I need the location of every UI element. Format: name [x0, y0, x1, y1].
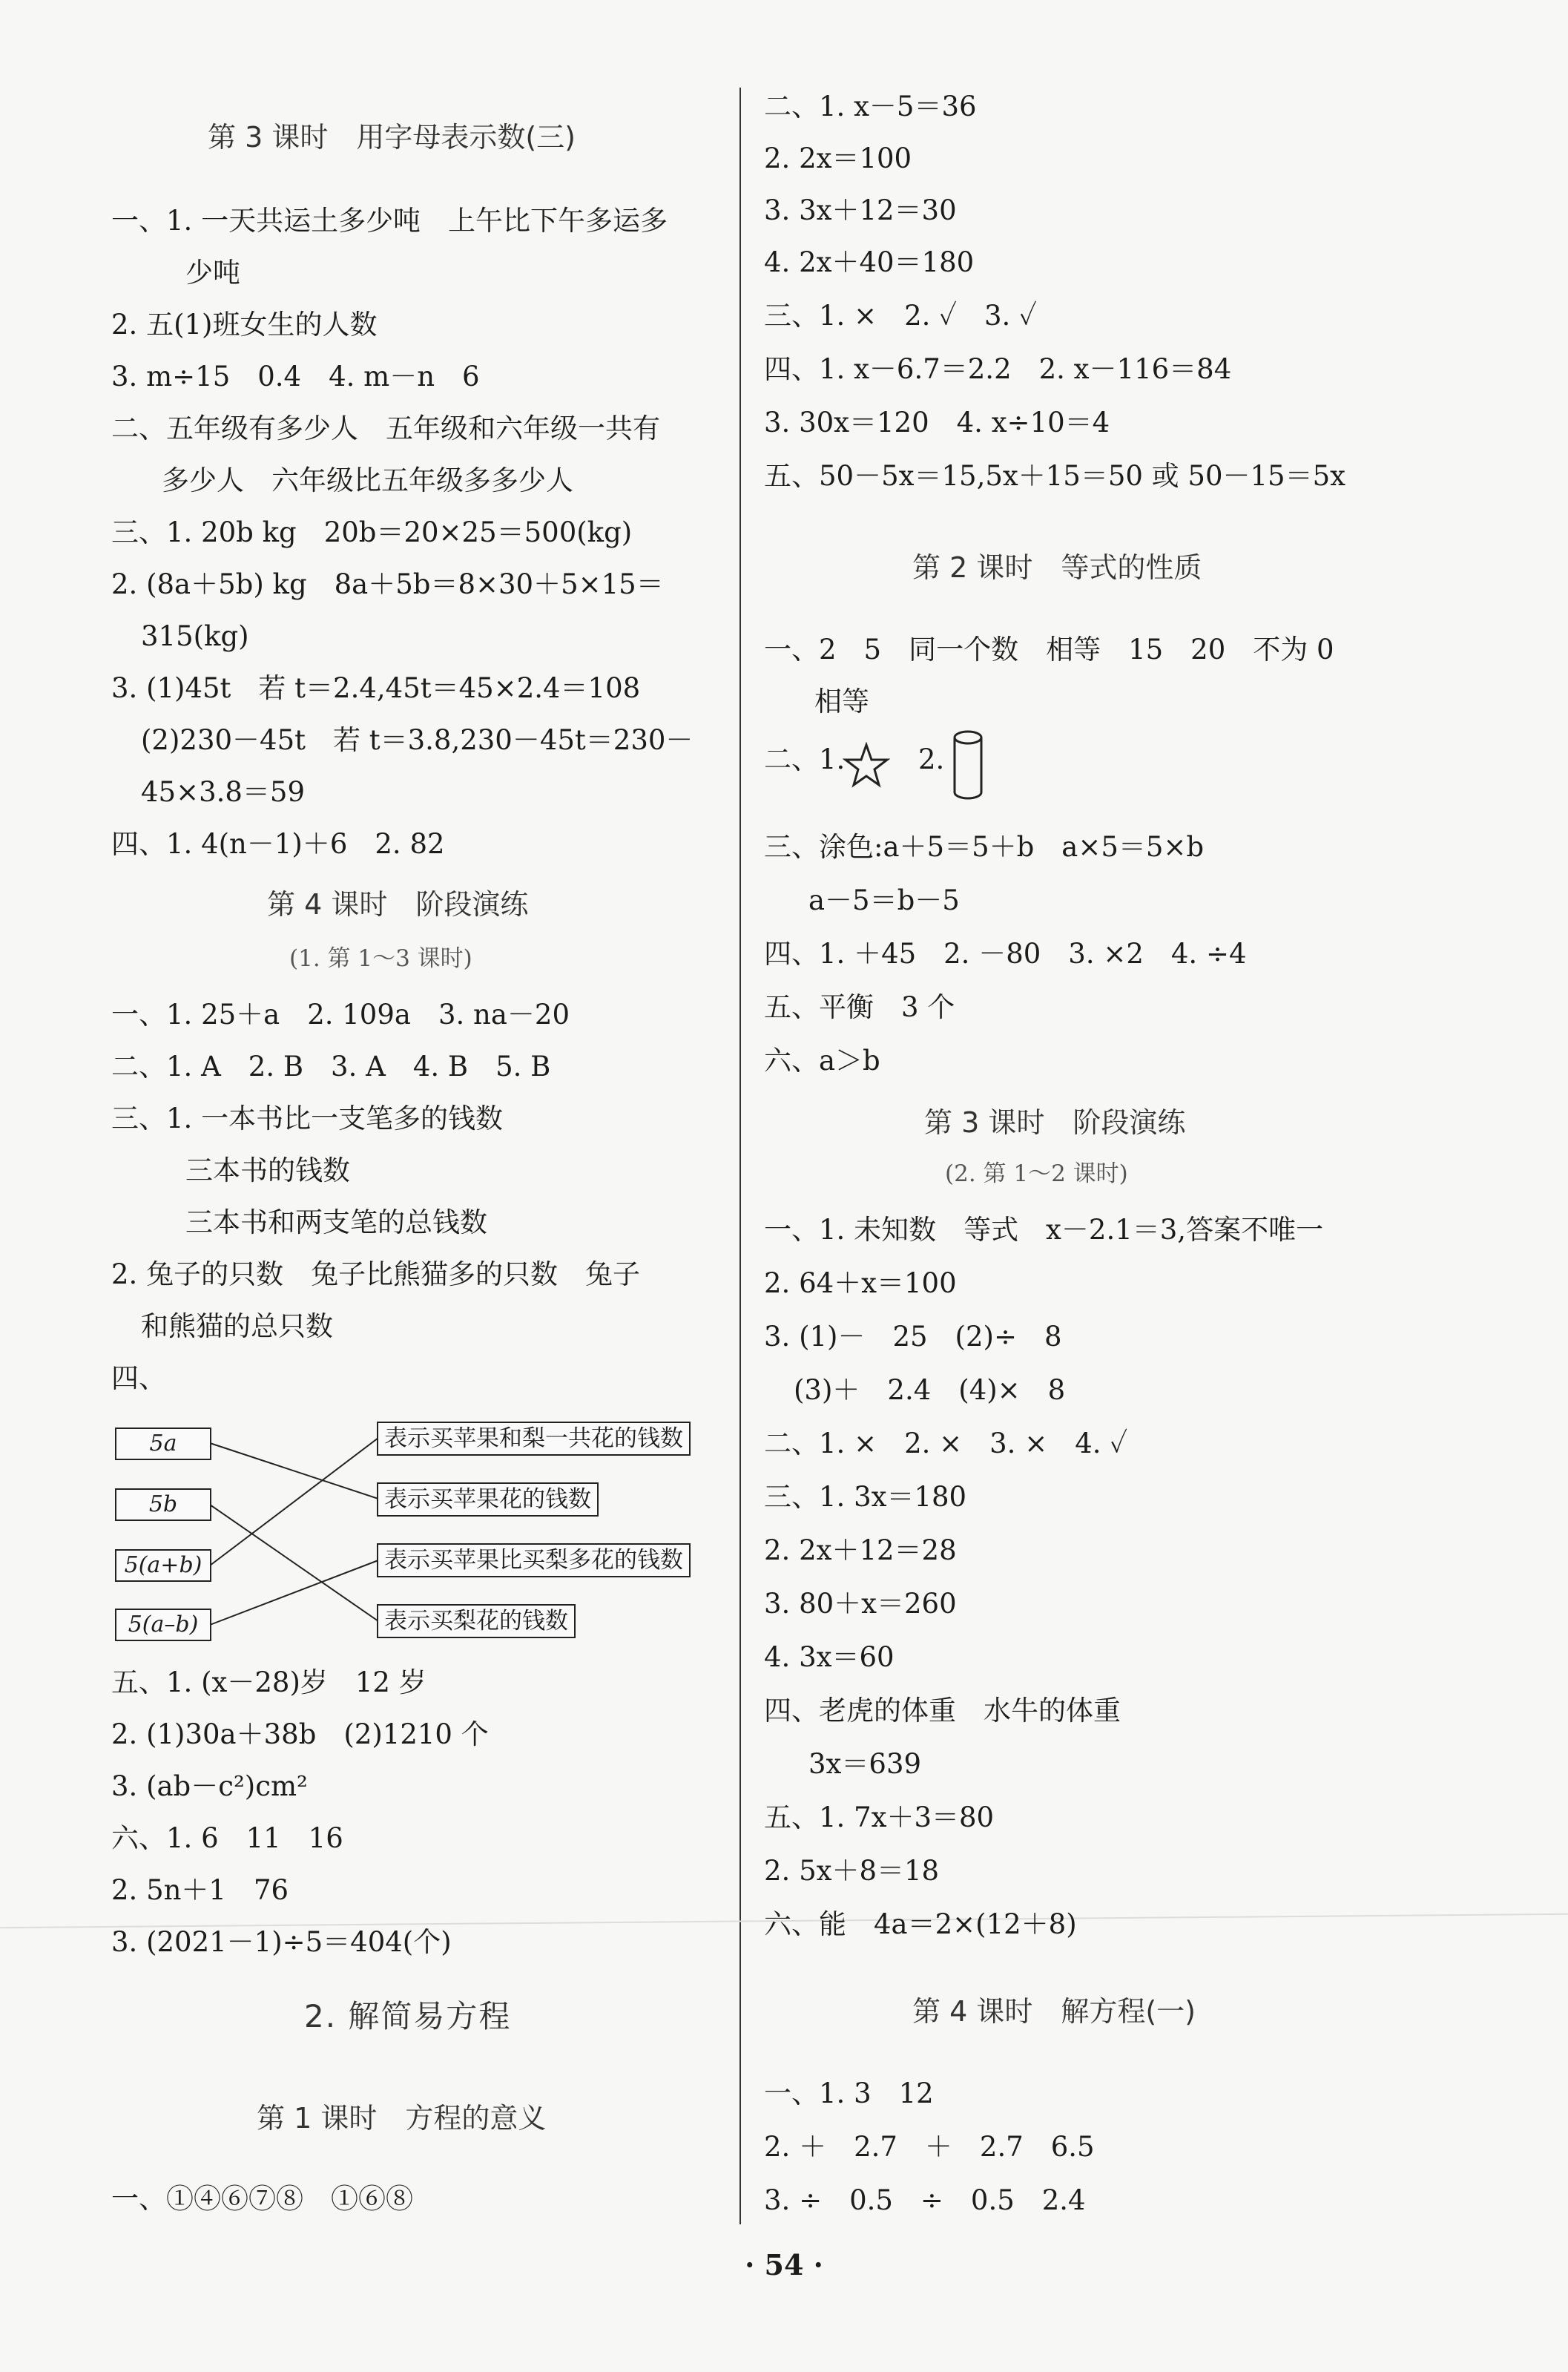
answer-line: 2. (1)30a＋38b (2)1210 个 — [111, 1718, 489, 1750]
answer-line: 六、a＞b — [764, 1045, 880, 1077]
desc-box-difference: 表示买苹果比买梨多花的钱数 — [377, 1543, 691, 1577]
matching-diagram — [111, 1410, 719, 1655]
answer-line: a－5＝b－5 — [808, 884, 960, 916]
answer-line: 五、50－5x＝15,5x＋15＝50 或 50－15＝5x — [764, 460, 1345, 492]
expr-box-5a: 5a — [115, 1428, 211, 1460]
answer-line: 一、1. 未知数 等式 x－2.1＝3,答案不唯一 — [764, 1214, 1324, 1246]
answer-line: 3. ÷ 0.5 ÷ 0.5 2.4 — [764, 2184, 1086, 2216]
answer-line: 二、1. A 2. B 3. A 4. B 5. B — [111, 1051, 551, 1082]
answer-line: 2. — [918, 743, 945, 775]
answer-line: 一、2 5 同一个数 相等 15 20 不为 0 — [764, 634, 1334, 666]
lesson-3-practice-subheading: (2. 第 1～2 课时) — [945, 1160, 1128, 1187]
answer-line: 3. 3x＋12＝30 — [764, 194, 957, 226]
answer-line: 45×3.8＝59 — [141, 776, 306, 808]
lesson-4-solve-heading: 第 4 课时 解方程(一) — [912, 1995, 1196, 2028]
answer-line: 二、1. × 2. × 3. × 4. ✓ — [764, 1428, 1128, 1459]
answer-line: 相等 — [814, 686, 869, 717]
answer-line: 二、五年级有多少人 五年级和六年级一共有 — [111, 413, 660, 444]
answer-line: 三、涂色:a＋5＝5＋b a×5＝5×b — [764, 831, 1205, 863]
answer-line: 五、平衡 3 个 — [764, 991, 955, 1023]
lesson-3-heading: 第 3 课时 用字母表示数(三) — [208, 121, 576, 154]
lesson-1-heading: 第 1 课时 方程的意义 — [257, 2102, 547, 2135]
answer-line: 六、能 4a＝2×(12＋8) — [764, 1908, 1077, 1940]
answer-line: 一、1. 3 12 — [764, 2077, 934, 2109]
answer-line: 多少人 六年级比五年级多多少人 — [162, 464, 573, 496]
answer-line: 五、1. 7x＋3＝80 — [764, 1801, 995, 1833]
desc-box-apples: 表示买苹果花的钱数 — [377, 1482, 599, 1517]
column-divider — [739, 88, 741, 2224]
answer-line: 三本书的钱数 — [185, 1154, 350, 1186]
answer-line: 三、1. × 2. ✓ 3. ✓ — [764, 300, 1037, 332]
expr-box-5-a-plus-b: 5(a+b) — [115, 1549, 211, 1582]
answer-line: 五、1. (x－28)岁 12 岁 — [111, 1666, 426, 1698]
answer-line: 一、1. 一天共运土多少吨 上午比下午多运多 — [111, 205, 668, 237]
answer-line: 六、1. 6 11 16 — [111, 1822, 343, 1854]
answer-line: 315(kg) — [141, 620, 249, 652]
answer-line: 二、1. x－5＝36 — [764, 91, 977, 122]
answer-line: 2. ＋ 2.7 ＋ 2.7 6.5 — [764, 2131, 1095, 2163]
desc-box-total: 表示买苹果和梨一共花的钱数 — [377, 1422, 691, 1456]
answer-line: 4. 2x＋40＝180 — [764, 246, 975, 278]
lesson-4-subheading: (1. 第 1～3 课时) — [289, 945, 472, 972]
answer-line: 2. 2x＋12＝28 — [764, 1534, 957, 1566]
lesson-4-heading: 第 4 课时 阶段演练 — [267, 888, 529, 921]
answer-line: 四、1. x－6.7＝2.2 2. x－116＝84 — [764, 353, 1232, 385]
answer-line: 三本书和两支笔的总钱数 — [185, 1206, 487, 1238]
answer-line: 三、1. 20b kg 20b＝20×25＝500(kg) — [111, 516, 633, 548]
answer-line: (2)230－45t 若 t＝3.8,230－45t＝230－ — [141, 724, 694, 756]
answer-line: 四、老虎的体重 水牛的体重 — [764, 1695, 1121, 1727]
answer-line: 二、1. — [764, 743, 846, 775]
answer-line: 3. (1)－ 25 (2)÷ 8 — [764, 1321, 1062, 1353]
answer-line: 三、1. 3x＝180 — [764, 1481, 967, 1513]
answer-line: 2. 2x＝100 — [764, 142, 912, 174]
expr-box-5b: 5b — [115, 1488, 211, 1521]
answer-line: 3. (2021－1)÷5＝404(个) — [111, 1926, 452, 1958]
section-heading: 2. 解简易方程 — [304, 1998, 512, 2034]
answer-line: 少吨 — [185, 257, 240, 289]
answer-line: (3)＋ 2.4 (4)× 8 — [794, 1374, 1066, 1406]
answer-line: 3x＝639 — [808, 1748, 922, 1780]
answer-line: 一、1. 25＋a 2. 109a 3. na－20 — [111, 999, 570, 1031]
answer-line: 一、①④⑥⑦⑧ ①⑥⑧ — [111, 2183, 413, 2215]
answer-line: 3. m÷15 0.4 4. m－n 6 — [111, 361, 480, 392]
lesson-3-practice-heading: 第 3 课时 阶段演练 — [924, 1106, 1186, 1139]
answer-line: 和熊猫的总只数 — [141, 1310, 333, 1342]
page-number: · 54 · — [745, 2248, 823, 2281]
answer-line: 四、1. 4(n－1)＋6 2. 82 — [111, 828, 445, 860]
answer-line: 四、 — [111, 1362, 166, 1394]
answer-line: 3. (1)45t 若 t＝2.4,45t＝45×2.4＝108 — [111, 672, 641, 704]
answer-line: 2. 64＋x＝100 — [764, 1267, 957, 1299]
answer-line: 3. 80＋x＝260 — [764, 1588, 957, 1620]
answer-line: 2. (8a＋5b) kg 8a＋5b＝8×30＋5×15＝ — [111, 568, 664, 600]
answer-line: 三、1. 一本书比一支笔多的钱数 — [111, 1103, 504, 1134]
answer-line: 2. 兔子的只数 兔子比熊猫多的只数 兔子 — [111, 1258, 641, 1290]
answer-line: 四、1. ＋45 2. －80 3. ×2 4. ÷4 — [764, 938, 1247, 970]
star-icon — [843, 742, 890, 789]
cylinder-icon — [949, 729, 986, 803]
expr-box-5-a-minus-b: 5(a–b) — [115, 1609, 211, 1641]
desc-box-pears: 表示买梨花的钱数 — [377, 1604, 576, 1638]
answer-line: 2. 5n＋1 76 — [111, 1874, 289, 1906]
answer-line: 2. 五(1)班女生的人数 — [111, 309, 378, 341]
answer-line: 2. 5x＋8＝18 — [764, 1855, 940, 1887]
lesson-2-heading: 第 2 课时 等式的性质 — [912, 551, 1202, 584]
answer-line: 4. 3x＝60 — [764, 1641, 895, 1673]
answer-line: 3. 30x＝120 4. x÷10＝4 — [764, 407, 1110, 438]
answer-line: 3. (ab－c²)cm² — [111, 1770, 308, 1802]
